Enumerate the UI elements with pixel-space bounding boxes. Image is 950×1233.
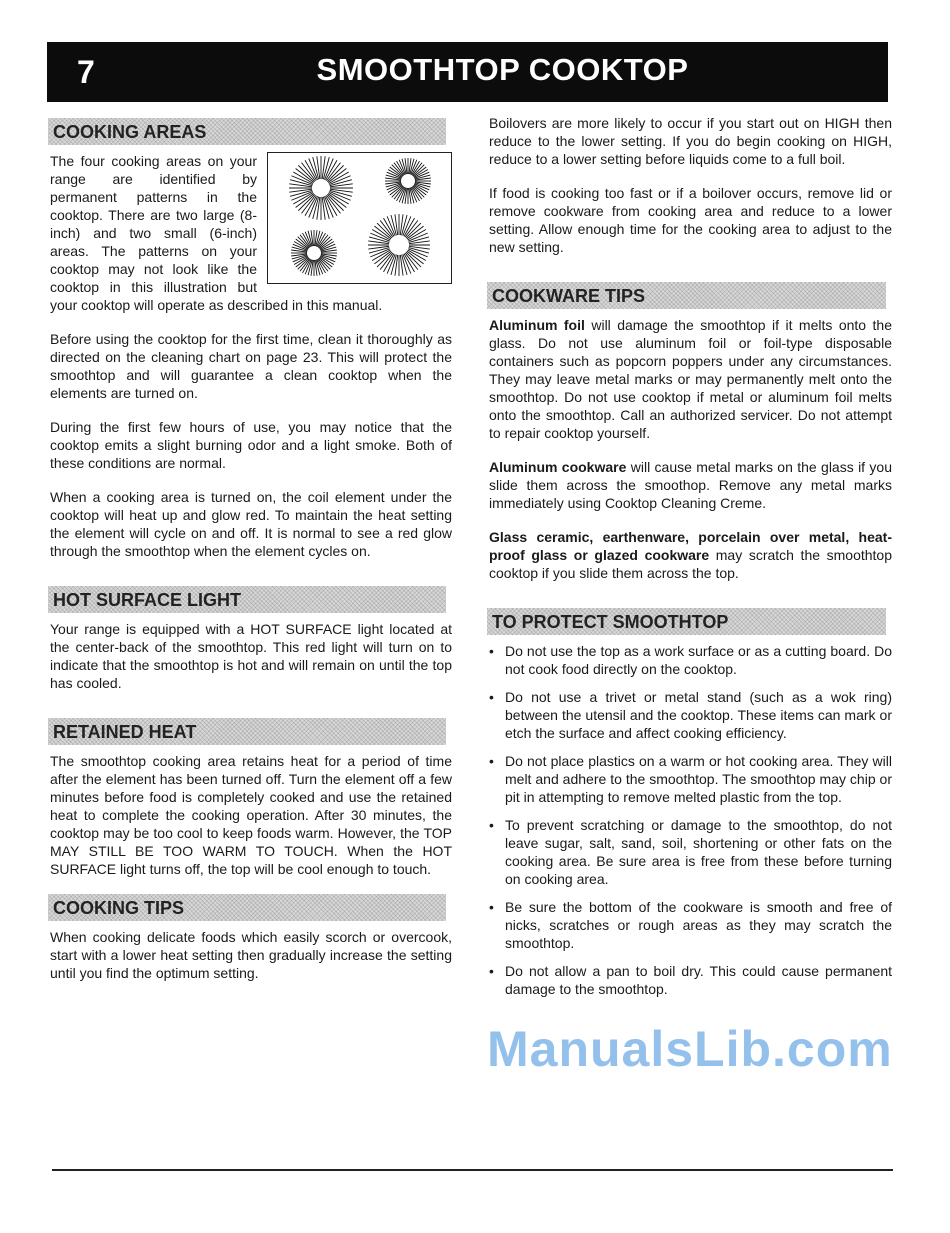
page-title: SMOOTHTOP COOKTOP [316, 52, 689, 87]
heading-cooking-areas: COOKING AREAS [48, 118, 446, 145]
paragraph-cooking-tips: When cooking delicate foods which easily scorch or overcook, start with a lower heat setting then gradually increase the setting until you find the optimum setting. [50, 929, 452, 981]
text-glass-ceramic: may scratch the smoothtop cooktop if you slide them across the top. [489, 547, 892, 581]
large-burner-pattern-icon [289, 156, 353, 220]
list-item-text: Do not allow a pan to boil dry. This could cause permanent damage to the smoothtop. [505, 963, 892, 997]
burner-patterns [268, 153, 450, 282]
heading-cookware-tips: COOKWARE TIPS [487, 282, 886, 309]
paragraph-aluminum-foil [489, 316, 892, 442]
paragraph-odor: During the first few hours of use, you may notice that the cooktop emits a slight burning odor and a light smoke. Both of these conditions are normal. [50, 419, 452, 471]
list-item [487, 752, 892, 806]
right-column [487, 114, 892, 1078]
bullet-icon: • [489, 753, 494, 769]
list-item [487, 688, 892, 742]
heading-retained-heat: RETAINED HEAT [48, 718, 446, 745]
bullet-icon: • [489, 899, 494, 915]
list-item [487, 642, 892, 678]
list-item [487, 816, 892, 888]
heading-to-protect-smoothtop: TO PROTECT SMOOTHTOP [487, 608, 886, 635]
paragraph-glow: When a cooking area is turned on, the coil element under the cooktop will heat up and glow red. To maintain the heat setting the element will cycle on and off. It is normal to see a red glow through the smoothtop when the element cycles on. [50, 489, 452, 559]
text-aluminum-foil: will damage the smoothtop if it melts onto the glass. Do not use aluminum foil or foil-type disposable containers such as popcorn poppers under any circumstances. They may leave metal marks or may permanently melt onto the smoothtop. Do not use cooktop if metal or aluminum foil melts onto the smoothtop. Call an authorized servicer. Do not attempt to repair cooktop yourself. [489, 317, 892, 441]
large-burner-pattern-icon [368, 214, 430, 276]
bullet-icon: • [489, 689, 494, 705]
paragraph-retained-heat: The smoothtop cooking area retains heat for a period of time after the element has been turned off. Turn the element off a few minutes before food is completely cooked and use the retained heat to complete the cooking operation. After 30 minutes, the cooktop may be too cool to keep foods warm. However, the TOP MAY STILL BE TOO WARM TO TOUCH. When the HOT SURFACE light turns off, the top will be cool enough to touch. [50, 753, 452, 877]
bullet-icon: • [489, 963, 494, 979]
term-aluminum-foil: Aluminum foil [489, 317, 585, 333]
bullet-icon: • [489, 643, 494, 659]
cooking-areas-intro [50, 152, 452, 314]
small-burner-pattern-icon [385, 158, 431, 204]
bullet-icon: • [489, 817, 494, 833]
paragraph-too-fast: If food is cooking too fast or if a boilover occurs, remove lid or remove cookware from cooking area and reduce to a lower setting. Allow enough time for the cooking area to adjust to the new setting. [489, 185, 892, 255]
list-item-text: To prevent scratching or damage to the smoothtop, do not leave sugar, salt, sand, soil, shortening or other fats on the cooking area. Be sure area is free from these before turning on cooking area. [505, 817, 892, 887]
list-item-text: Be sure the bottom of the cookware is smooth and free of nicks, scratches or rough areas as they may scratch the smoothtop. [505, 899, 892, 951]
list-item-text: Do not use the top as a work surface or as a cutting board. Do not cook food directly on the cooktop. [505, 643, 892, 677]
paragraph-aluminum-cookware [489, 458, 892, 512]
page-header [47, 42, 888, 102]
paragraph-boilovers: Boilovers are more likely to occur if you start out on HIGH then reduce to the lower setting. If you do begin cooking on HIGH, reduce to a lower setting before liquids come to a full boil. [489, 115, 892, 167]
paragraph-first-use: Before using the cooktop for the first time, clean it thoroughly as directed on the cleaning chart on page 23. This will protect the smoothtop and will guarantee a clean cooktop when the elements are turned on. [50, 331, 452, 401]
term-glass-ceramic: Glass ceramic, earthenware, porcelain over metal, heat-proof glass or glazed cookware [489, 529, 892, 563]
heading-cooking-tips: COOKING TIPS [48, 894, 446, 921]
list-item-text: Do not place plastics on a warm or hot cooking area. They will melt and adhere to the smoothtop. The smoothtop may chip or pit in attempting to remove melted plastic from the top. [505, 753, 892, 805]
cooktop-illustration [267, 152, 452, 284]
heading-hot-surface-light: HOT SURFACE LIGHT [48, 586, 446, 613]
watermark[interactable]: ManualsLib.com [487, 1021, 893, 1077]
paragraph-glass-ceramic [489, 528, 892, 582]
small-burner-pattern-icon [291, 230, 337, 276]
page-number: 7 [77, 54, 95, 90]
list-item-text: Do not use a trivet or metal stand (such as a wok ring) between the utensil and the cooktop. These items can mark or etch the surface and affect cooking efficiency. [505, 689, 892, 741]
left-column [48, 114, 452, 998]
list-item [487, 962, 892, 998]
cooking-areas-text: The four cooking areas on your range are identified by permanent patterns in the cooktop. There are two large (8-inch) and two small (6-inch) areas. The patterns on your cooktop may not look like the cooktop in this illustration but your cooktop will operate as described in this manual. [50, 153, 383, 313]
footer-rule [52, 1169, 893, 1171]
list-item [487, 898, 892, 952]
text-aluminum-cookware: will cause metal marks on the glass if you slide them across the smoothop. Remove any metal marks immediately using Cooktop Cleaning Creme. [489, 459, 892, 511]
paragraph-hot-surface: Your range is equipped with a HOT SURFACE light located at the center-back of the smoothtop. This red light will turn on to indicate that the smoothtop is hot and will remain on until the top has cooled. [50, 621, 452, 691]
term-aluminum-cookware: Aluminum cookware [489, 459, 627, 475]
protect-list [487, 642, 892, 998]
